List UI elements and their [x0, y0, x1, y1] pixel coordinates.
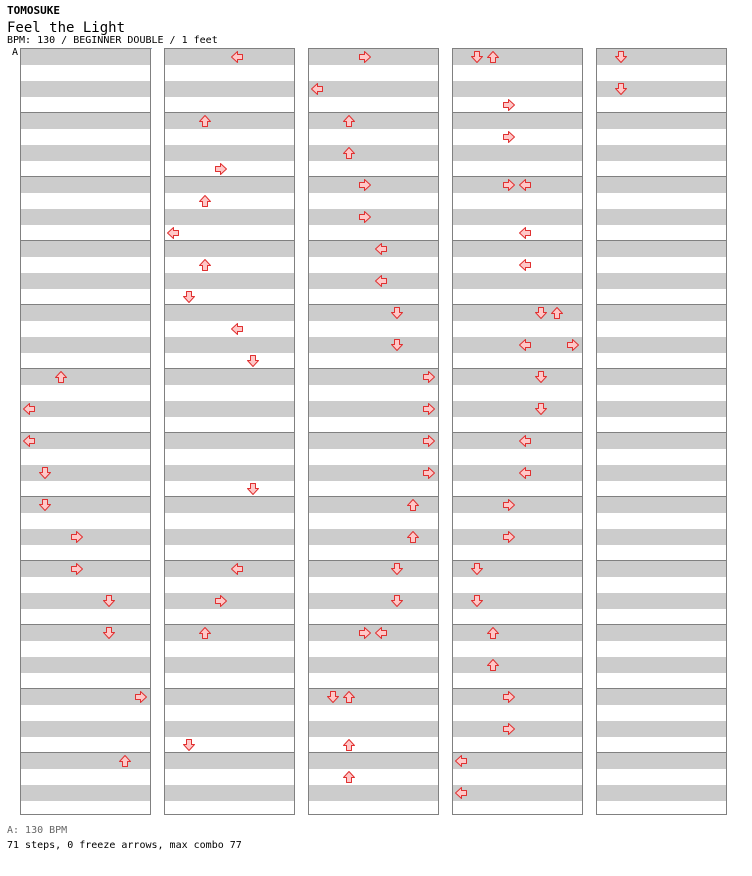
arrow-up-icon: [54, 370, 68, 384]
measure-line: [453, 176, 582, 177]
measure-line: [309, 368, 438, 369]
arrow-down-icon: [246, 482, 260, 496]
measure-line: [21, 624, 150, 625]
beat-stripe: [597, 593, 726, 609]
beat-stripe: [165, 369, 294, 385]
arrow-right-icon: [358, 626, 372, 640]
arrow-right-icon: [502, 690, 516, 704]
beat-stripe: [21, 337, 150, 353]
measure-line: [165, 496, 294, 497]
measure-line: [21, 688, 150, 689]
beat-stripe: [21, 689, 150, 705]
arrow-down-icon: [534, 370, 548, 384]
beat-stripe: [453, 401, 582, 417]
measure-line: [597, 432, 726, 433]
beat-stripe: [453, 145, 582, 161]
arrow-right-icon: [502, 722, 516, 736]
arrow-left-icon: [230, 562, 244, 576]
beat-stripe: [597, 785, 726, 801]
beat-stripe: [165, 785, 294, 801]
beat-stripe: [453, 657, 582, 673]
measure-line: [309, 752, 438, 753]
arrow-left-icon: [518, 434, 532, 448]
arrow-down-icon: [470, 50, 484, 64]
beat-stripe: [165, 593, 294, 609]
arrow-right-icon: [502, 498, 516, 512]
beat-stripe: [597, 465, 726, 481]
arrow-down-icon: [38, 498, 52, 512]
measure-line: [453, 688, 582, 689]
beat-stripe: [309, 49, 438, 65]
arrow-up-icon: [486, 658, 500, 672]
measure-line: [453, 496, 582, 497]
arrow-left-icon: [518, 466, 532, 480]
beat-stripe: [21, 177, 150, 193]
arrow-up-icon: [198, 194, 212, 208]
beat-stripe: [21, 273, 150, 289]
beat-stripe: [21, 113, 150, 129]
beat-stripe: [597, 145, 726, 161]
arrow-down-icon: [390, 594, 404, 608]
beat-stripe: [21, 209, 150, 225]
arrow-down-icon: [470, 594, 484, 608]
beat-stripe: [309, 369, 438, 385]
beat-stripe: [165, 625, 294, 641]
beat-stripe: [453, 81, 582, 97]
arrow-right-icon: [358, 210, 372, 224]
beat-stripe: [165, 657, 294, 673]
measure-line: [309, 176, 438, 177]
beat-stripe: [597, 209, 726, 225]
arrow-left-icon: [374, 626, 388, 640]
beat-stripe: [165, 497, 294, 513]
beat-stripe: [21, 625, 150, 641]
arrow-down-icon: [534, 306, 548, 320]
measure-line: [21, 176, 150, 177]
measure-line: [309, 624, 438, 625]
measure-line: [597, 304, 726, 305]
measure-line: [453, 432, 582, 433]
beat-stripe: [453, 753, 582, 769]
beat-stripe: [309, 465, 438, 481]
arrow-down-icon: [102, 626, 116, 640]
arrow-up-icon: [342, 770, 356, 784]
beat-stripe: [597, 497, 726, 513]
arrow-right-icon: [358, 178, 372, 192]
beat-stripe: [309, 721, 438, 737]
arrow-up-icon: [406, 530, 420, 544]
arrow-left-icon: [230, 322, 244, 336]
beat-stripe: [597, 401, 726, 417]
beat-stripe: [21, 145, 150, 161]
measure-line: [165, 112, 294, 113]
measure-line: [21, 240, 150, 241]
beat-stripe: [165, 273, 294, 289]
measure-line: [597, 624, 726, 625]
chart-column-2: [164, 48, 295, 815]
measure-line: [453, 368, 582, 369]
beat-stripe: [597, 625, 726, 641]
measure-line: [21, 432, 150, 433]
measure-line: [21, 112, 150, 113]
measure-line: [597, 496, 726, 497]
arrow-left-icon: [310, 82, 324, 96]
arrow-down-icon: [102, 594, 116, 608]
arrow-up-icon: [406, 498, 420, 512]
arrow-down-icon: [182, 738, 196, 752]
beat-stripe: [165, 145, 294, 161]
beat-stripe: [309, 401, 438, 417]
beat-stripe: [453, 689, 582, 705]
measure-line: [165, 304, 294, 305]
beat-stripe: [165, 337, 294, 353]
beat-stripe: [309, 81, 438, 97]
arrow-left-icon: [518, 226, 532, 240]
arrow-down-icon: [390, 306, 404, 320]
arrow-left-icon: [166, 226, 180, 240]
beat-stripe: [165, 113, 294, 129]
beat-stripe: [21, 305, 150, 321]
arrow-right-icon: [358, 50, 372, 64]
beat-stripe: [165, 433, 294, 449]
chart-column-3: [308, 48, 439, 815]
measure-line: [21, 304, 150, 305]
measure-line: [165, 368, 294, 369]
measure-line: [309, 112, 438, 113]
measure-line: [21, 752, 150, 753]
measure-line: [309, 304, 438, 305]
arrow-down-icon: [390, 338, 404, 352]
arrow-left-icon: [22, 434, 36, 448]
arrow-up-icon: [486, 50, 500, 64]
measure-line: [453, 560, 582, 561]
beat-stripe: [597, 721, 726, 737]
beat-stripe: [597, 529, 726, 545]
beat-stripe: [597, 657, 726, 673]
bpm-legend: A: 130 BPM: [7, 825, 68, 836]
arrow-up-icon: [198, 626, 212, 640]
arrow-down-icon: [182, 290, 196, 304]
arrow-down-icon: [326, 690, 340, 704]
beat-stripe: [21, 401, 150, 417]
measure-line: [165, 432, 294, 433]
beat-stripe: [309, 753, 438, 769]
beat-stripe: [597, 369, 726, 385]
beat-stripe: [165, 721, 294, 737]
song-title: Feel the Light: [7, 20, 126, 36]
arrow-right-icon: [502, 530, 516, 544]
arrow-left-icon: [454, 754, 468, 768]
arrow-down-icon: [534, 402, 548, 416]
beat-stripe: [309, 433, 438, 449]
beat-stripe: [309, 209, 438, 225]
measure-line: [309, 496, 438, 497]
beat-stripe: [309, 305, 438, 321]
measure-line: [165, 624, 294, 625]
measure-line: [453, 624, 582, 625]
beat-stripe: [309, 337, 438, 353]
beat-stripe: [21, 49, 150, 65]
arrow-right-icon: [422, 466, 436, 480]
beat-stripe: [165, 305, 294, 321]
beat-stripe: [597, 561, 726, 577]
arrow-right-icon: [422, 434, 436, 448]
beat-stripe: [165, 753, 294, 769]
beat-stripe: [21, 433, 150, 449]
arrow-up-icon: [342, 690, 356, 704]
arrow-left-icon: [374, 242, 388, 256]
arrow-down-icon: [38, 466, 52, 480]
arrow-up-icon: [342, 146, 356, 160]
beat-stripe: [165, 241, 294, 257]
beat-stripe: [165, 177, 294, 193]
arrow-down-icon: [614, 82, 628, 96]
beat-stripe: [597, 689, 726, 705]
arrow-down-icon: [614, 50, 628, 64]
beat-stripe: [453, 785, 582, 801]
arrow-right-icon: [70, 562, 84, 576]
beat-stripe: [21, 721, 150, 737]
arrow-up-icon: [486, 626, 500, 640]
arrow-right-icon: [502, 98, 516, 112]
beat-stripe: [309, 561, 438, 577]
arrow-left-icon: [454, 786, 468, 800]
measure-line: [597, 368, 726, 369]
measure-line: [165, 240, 294, 241]
beat-stripe: [453, 273, 582, 289]
beat-stripe: [597, 177, 726, 193]
arrow-right-icon: [422, 402, 436, 416]
measure-line: [597, 176, 726, 177]
beat-stripe: [597, 113, 726, 129]
beat-stripe: [21, 657, 150, 673]
beat-stripe: [597, 273, 726, 289]
beat-stripe: [597, 305, 726, 321]
chart-column-4: [452, 48, 583, 815]
arrow-left-icon: [22, 402, 36, 416]
beat-stripe: [453, 113, 582, 129]
measure-line: [165, 688, 294, 689]
measure-line: [597, 688, 726, 689]
measure-line: [21, 368, 150, 369]
arrow-right-icon: [70, 530, 84, 544]
beat-stripe: [21, 785, 150, 801]
chart-info: BPM: 130 / BEGINNER DOUBLE / 1 feet: [7, 35, 218, 46]
beat-stripe: [165, 689, 294, 705]
arrow-left-icon: [374, 274, 388, 288]
measure-line: [309, 240, 438, 241]
beat-stripe: [453, 369, 582, 385]
measure-line: [597, 560, 726, 561]
measure-line: [165, 752, 294, 753]
arrow-up-icon: [198, 114, 212, 128]
arrow-up-icon: [342, 114, 356, 128]
beat-stripe: [165, 209, 294, 225]
measure-line: [597, 752, 726, 753]
arrow-down-icon: [470, 562, 484, 576]
arrow-right-icon: [134, 690, 148, 704]
measure-line: [21, 496, 150, 497]
beat-stripe: [597, 433, 726, 449]
measure-line: [309, 560, 438, 561]
arrow-left-icon: [518, 178, 532, 192]
beat-stripe: [309, 145, 438, 161]
arrow-down-icon: [390, 562, 404, 576]
arrow-up-icon: [342, 738, 356, 752]
beat-stripe: [453, 241, 582, 257]
chart-column-1: [20, 48, 151, 815]
measure-line: [165, 560, 294, 561]
beat-stripe: [453, 625, 582, 641]
beat-stripe: [21, 241, 150, 257]
measure-line: [453, 112, 582, 113]
beat-stripe: [165, 465, 294, 481]
measure-line: [309, 688, 438, 689]
beat-stripe: [21, 529, 150, 545]
chart-column-5: [596, 48, 727, 815]
measure-line: [309, 432, 438, 433]
arrow-left-icon: [518, 338, 532, 352]
beat-stripe: [309, 177, 438, 193]
arrow-right-icon: [502, 130, 516, 144]
beat-stripe: [597, 241, 726, 257]
chart-summary: 71 steps, 0 freeze arrows, max combo 77: [7, 840, 242, 851]
measure-line: [165, 176, 294, 177]
beat-stripe: [309, 657, 438, 673]
beat-stripe: [453, 209, 582, 225]
beat-stripe: [21, 561, 150, 577]
arrow-right-icon: [422, 370, 436, 384]
arrow-up-icon: [198, 258, 212, 272]
beat-stripe: [309, 113, 438, 129]
arrow-left-icon: [518, 258, 532, 272]
beat-stripe: [453, 529, 582, 545]
arrow-right-icon: [214, 162, 228, 176]
measure-line: [21, 560, 150, 561]
arrow-left-icon: [230, 50, 244, 64]
arrow-up-icon: [550, 306, 564, 320]
song-artist: TOMOSUKE: [7, 4, 60, 17]
beat-stripe: [597, 753, 726, 769]
beat-stripe: [309, 785, 438, 801]
bpm-marker-label: A: [12, 47, 19, 58]
beat-stripe: [21, 369, 150, 385]
beat-stripe: [453, 721, 582, 737]
measure-line: [453, 752, 582, 753]
measure-line: [597, 240, 726, 241]
beat-stripe: [309, 593, 438, 609]
measure-line: [453, 240, 582, 241]
measure-line: [453, 304, 582, 305]
beat-stripe: [21, 81, 150, 97]
arrow-right-icon: [502, 178, 516, 192]
beat-stripe: [165, 401, 294, 417]
beat-stripe: [597, 337, 726, 353]
beat-stripe: [21, 593, 150, 609]
arrow-right-icon: [566, 338, 580, 352]
beat-stripe: [165, 529, 294, 545]
arrow-right-icon: [214, 594, 228, 608]
measure-line: [597, 112, 726, 113]
beat-stripe: [165, 81, 294, 97]
arrow-down-icon: [246, 354, 260, 368]
beat-stripe: [453, 497, 582, 513]
arrow-up-icon: [118, 754, 132, 768]
